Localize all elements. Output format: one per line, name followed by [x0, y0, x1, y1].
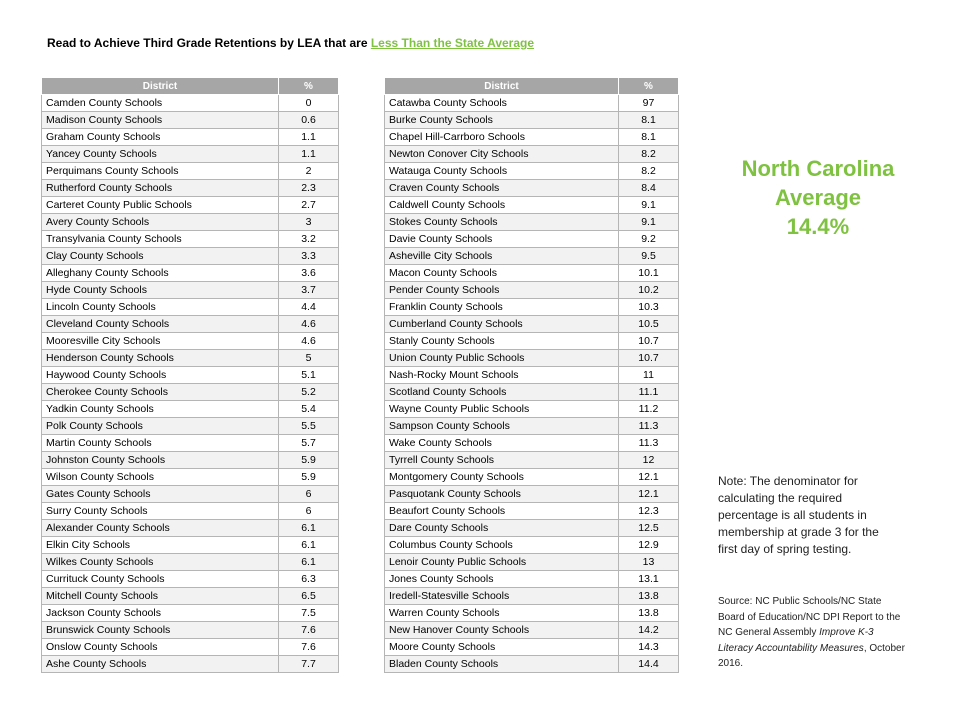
table-row — [385, 401, 679, 418]
district-name-cell: Martin County Schools — [42, 435, 279, 452]
percent-value-cell: 12.5 — [619, 520, 679, 537]
table-row — [385, 588, 679, 605]
district-name-cell: Henderson County Schools — [42, 350, 279, 367]
source-citation — [718, 594, 908, 672]
district-name-cell: Brunswick County Schools — [42, 622, 279, 639]
percent-value-cell: 3 — [279, 214, 339, 231]
district-name-cell: Union County Public Schools — [385, 350, 619, 367]
percent-value-cell: 12.9 — [619, 537, 679, 554]
district-name-cell: Franklin County Schools — [385, 299, 619, 316]
percent-value-cell: 9.2 — [619, 231, 679, 248]
district-name-cell: New Hanover County Schools — [385, 622, 619, 639]
table-row — [42, 350, 339, 367]
district-name-cell: Scotland County Schools — [385, 384, 619, 401]
table-row — [42, 418, 339, 435]
table-row — [385, 197, 679, 214]
table-row — [42, 316, 339, 333]
percent-value-cell: 10.7 — [619, 350, 679, 367]
district-name-cell: Gates County Schools — [42, 486, 279, 503]
percent-value-cell: 5.2 — [279, 384, 339, 401]
percent-column-header: % — [279, 78, 339, 95]
district-name-cell: Ashe County Schools — [42, 656, 279, 673]
district-name-cell: Lincoln County Schools — [42, 299, 279, 316]
percent-value-cell: 10.2 — [619, 282, 679, 299]
percent-value-cell: 14.4 — [619, 656, 679, 673]
percent-value-cell: 6.5 — [279, 588, 339, 605]
table-row — [42, 112, 339, 129]
percent-value-cell: 5.4 — [279, 401, 339, 418]
page-title — [47, 36, 534, 50]
percent-value-cell: 13 — [619, 554, 679, 571]
percent-value-cell: 11.3 — [619, 418, 679, 435]
district-name-cell: Polk County Schools — [42, 418, 279, 435]
table-row — [42, 231, 339, 248]
table-row — [385, 299, 679, 316]
district-table-right — [384, 77, 679, 673]
percent-value-cell: 9.1 — [619, 214, 679, 231]
table-row — [42, 452, 339, 469]
district-name-cell: Macon County Schools — [385, 265, 619, 282]
percent-value-cell: 1.1 — [279, 129, 339, 146]
district-name-cell: Carteret County Public Schools — [42, 197, 279, 214]
percent-value-cell: 8.2 — [619, 146, 679, 163]
percent-value-cell: 10.1 — [619, 265, 679, 282]
district-name-cell: Perquimans County Schools — [42, 163, 279, 180]
district-name-cell: Chapel Hill-Carrboro Schools — [385, 129, 619, 146]
district-name-cell: Pender County Schools — [385, 282, 619, 299]
district-name-cell: Wayne County Public Schools — [385, 401, 619, 418]
table-row — [385, 503, 679, 520]
table-row — [385, 316, 679, 333]
percent-value-cell: 4.6 — [279, 316, 339, 333]
district-name-cell: Elkin City Schools — [42, 537, 279, 554]
table-row — [385, 554, 679, 571]
district-name-cell: Johnston County Schools — [42, 452, 279, 469]
percent-value-cell: 13.8 — [619, 605, 679, 622]
table-row — [385, 537, 679, 554]
district-column-header: District — [42, 78, 279, 95]
district-name-cell: Sampson County Schools — [385, 418, 619, 435]
percent-value-cell: 6.1 — [279, 554, 339, 571]
table-row — [42, 333, 339, 350]
district-name-cell: Lenoir County Public Schools — [385, 554, 619, 571]
percent-value-cell: 7.6 — [279, 622, 339, 639]
district-name-cell: Wilkes County Schools — [42, 554, 279, 571]
district-name-cell: Stokes County Schools — [385, 214, 619, 231]
percent-value-cell: 0 — [279, 95, 339, 112]
percent-value-cell: 12 — [619, 452, 679, 469]
table-row — [385, 622, 679, 639]
percent-value-cell: 3.6 — [279, 265, 339, 282]
percent-value-cell: 9.1 — [619, 197, 679, 214]
district-name-cell: Haywood County Schools — [42, 367, 279, 384]
table-row — [42, 367, 339, 384]
table-row — [385, 129, 679, 146]
percent-value-cell: 2.7 — [279, 197, 339, 214]
district-name-cell: Bladen County Schools — [385, 656, 619, 673]
percent-value-cell: 12.1 — [619, 469, 679, 486]
title-highlight-link[interactable]: Less Than the State Average — [370, 36, 535, 50]
district-name-cell: Madison County Schools — [42, 112, 279, 129]
percent-value-cell: 11.2 — [619, 401, 679, 418]
district-name-cell: Mooresville City Schools — [42, 333, 279, 350]
district-name-cell: Newton Conover City Schools — [385, 146, 619, 163]
percent-value-cell: 11.3 — [619, 435, 679, 452]
state-average-line2: Average — [774, 185, 861, 210]
state-average-value: 14.4% — [786, 214, 850, 239]
source-suffix: , October 2016. — [718, 642, 905, 669]
district-table-left — [41, 77, 339, 673]
district-name-cell: Beaufort County Schools — [385, 503, 619, 520]
table-row — [42, 282, 339, 299]
table-row — [42, 197, 339, 214]
district-name-cell: Wilson County Schools — [42, 469, 279, 486]
district-name-cell: Clay County Schools — [42, 248, 279, 265]
district-name-cell: Avery County Schools — [42, 214, 279, 231]
district-name-cell: Yadkin County Schools — [42, 401, 279, 418]
percent-value-cell: 7.5 — [279, 605, 339, 622]
percent-value-cell: 7.7 — [279, 656, 339, 673]
percent-value-cell: 13.8 — [619, 588, 679, 605]
table-row — [42, 656, 339, 673]
table-row — [42, 503, 339, 520]
percent-value-cell: 9.5 — [619, 248, 679, 265]
state-average-line1: North Carolina — [741, 156, 895, 181]
district-name-cell: Pasquotank County Schools — [385, 486, 619, 503]
table-row — [42, 588, 339, 605]
table-row — [42, 180, 339, 197]
percent-value-cell: 11.1 — [619, 384, 679, 401]
table-row — [42, 435, 339, 452]
table-row — [385, 248, 679, 265]
table-row — [42, 248, 339, 265]
percent-value-cell: 10.5 — [619, 316, 679, 333]
percent-value-cell: 11 — [619, 367, 679, 384]
percent-value-cell: 5.1 — [279, 367, 339, 384]
district-name-cell: Dare County Schools — [385, 520, 619, 537]
percent-value-cell: 5.9 — [279, 469, 339, 486]
percent-value-cell: 10.7 — [619, 333, 679, 350]
district-name-cell: Stanly County Schools — [385, 333, 619, 350]
table-row — [385, 639, 679, 656]
table-row — [385, 180, 679, 197]
percent-value-cell: 8.1 — [619, 112, 679, 129]
table-row — [385, 112, 679, 129]
percent-value-cell: 5 — [279, 350, 339, 367]
table-row — [385, 469, 679, 486]
table-row — [42, 639, 339, 656]
table-row — [385, 163, 679, 180]
table-row — [42, 537, 339, 554]
district-name-cell: Cumberland County Schools — [385, 316, 619, 333]
percent-value-cell: 3.2 — [279, 231, 339, 248]
district-name-cell: Currituck County Schools — [42, 571, 279, 588]
percent-value-cell: 5.9 — [279, 452, 339, 469]
district-name-cell: Alexander County Schools — [42, 520, 279, 537]
percent-value-cell: 8.1 — [619, 129, 679, 146]
percent-value-cell: 14.2 — [619, 622, 679, 639]
district-name-cell: Transylvania County Schools — [42, 231, 279, 248]
district-name-cell: Jackson County Schools — [42, 605, 279, 622]
table-header-row — [385, 78, 679, 95]
table-row — [385, 282, 679, 299]
table-row — [42, 401, 339, 418]
district-name-cell: Tyrrell County Schools — [385, 452, 619, 469]
table-row — [385, 350, 679, 367]
district-name-cell: Warren County Schools — [385, 605, 619, 622]
percent-column-header: % — [619, 78, 679, 95]
district-name-cell: Wake County Schools — [385, 435, 619, 452]
district-name-cell: Asheville City Schools — [385, 248, 619, 265]
percent-value-cell: 5.5 — [279, 418, 339, 435]
percent-value-cell: 6 — [279, 503, 339, 520]
table-row — [42, 384, 339, 401]
source-prefix: Source: NC Public Schools/NC State Board of Education/NC DPI Report to the NC General Assembly — [718, 596, 901, 638]
title-prefix: Read to Achieve Third Grade Retentions by LEA that are — [47, 36, 371, 50]
percent-value-cell: 6 — [279, 486, 339, 503]
percent-value-cell: 7.6 — [279, 639, 339, 656]
table-row — [385, 571, 679, 588]
table-row — [385, 656, 679, 673]
percent-value-cell: 13.1 — [619, 571, 679, 588]
denominator-note: Note: The denominator for calculating the required percentage is all students in membership at grade 3 for the first day of spring testing. — [718, 474, 879, 556]
district-name-cell: Jones County Schools — [385, 571, 619, 588]
table-row — [385, 435, 679, 452]
table-row — [385, 384, 679, 401]
percent-value-cell: 8.2 — [619, 163, 679, 180]
district-name-cell: Onslow County Schools — [42, 639, 279, 656]
table-row — [42, 95, 339, 112]
district-name-cell: Davie County Schools — [385, 231, 619, 248]
table-row — [385, 265, 679, 282]
percent-value-cell: 4.6 — [279, 333, 339, 350]
district-name-cell: Moore County Schools — [385, 639, 619, 656]
percent-value-cell: 14.3 — [619, 639, 679, 656]
table-row — [42, 163, 339, 180]
district-name-cell: Yancey County Schools — [42, 146, 279, 163]
district-name-cell: Cherokee County Schools — [42, 384, 279, 401]
district-name-cell: Iredell-Statesville Schools — [385, 588, 619, 605]
table-row — [42, 129, 339, 146]
table-row — [385, 605, 679, 622]
district-name-cell: Watauga County Schools — [385, 163, 619, 180]
district-name-cell: Montgomery County Schools — [385, 469, 619, 486]
percent-value-cell: 3.3 — [279, 248, 339, 265]
district-name-cell: Graham County Schools — [42, 129, 279, 146]
table-row — [42, 146, 339, 163]
table-row — [42, 469, 339, 486]
table-row — [42, 605, 339, 622]
percent-value-cell: 4.4 — [279, 299, 339, 316]
district-name-cell: Craven County Schools — [385, 180, 619, 197]
district-name-cell: Caldwell County Schools — [385, 197, 619, 214]
table-row — [385, 367, 679, 384]
table-row — [42, 622, 339, 639]
table-row — [385, 231, 679, 248]
percent-value-cell: 2 — [279, 163, 339, 180]
percent-value-cell: 3.7 — [279, 282, 339, 299]
percent-value-cell: 5.7 — [279, 435, 339, 452]
percent-value-cell: 6.1 — [279, 537, 339, 554]
percent-value-cell: 1.1 — [279, 146, 339, 163]
table-row — [42, 265, 339, 282]
district-name-cell: Catawba County Schools — [385, 95, 619, 112]
district-name-cell: Surry County Schools — [42, 503, 279, 520]
percent-value-cell: 2.3 — [279, 180, 339, 197]
district-name-cell: Burke County Schools — [385, 112, 619, 129]
percent-value-cell: 12.1 — [619, 486, 679, 503]
percent-value-cell: 6.1 — [279, 520, 339, 537]
district-name-cell: Nash-Rocky Mount Schools — [385, 367, 619, 384]
district-name-cell: Cleveland County Schools — [42, 316, 279, 333]
table-row — [385, 520, 679, 537]
district-name-cell: Mitchell County Schools — [42, 588, 279, 605]
percent-value-cell: 12.3 — [619, 503, 679, 520]
table-row — [42, 299, 339, 316]
district-name-cell: Rutherford County Schools — [42, 180, 279, 197]
table-row — [385, 452, 679, 469]
table-row — [42, 486, 339, 503]
table-row — [385, 418, 679, 435]
district-name-cell: Camden County Schools — [42, 95, 279, 112]
state-average-callout — [718, 154, 918, 241]
table-row — [42, 554, 339, 571]
table-row — [42, 520, 339, 537]
percent-value-cell: 0.6 — [279, 112, 339, 129]
table-row — [385, 486, 679, 503]
percent-value-cell: 6.3 — [279, 571, 339, 588]
table-row — [385, 214, 679, 231]
district-name-cell: Columbus County Schools — [385, 537, 619, 554]
district-name-cell: Hyde County Schools — [42, 282, 279, 299]
district-column-header: District — [385, 78, 619, 95]
percent-value-cell: 97 — [619, 95, 679, 112]
table-row — [385, 146, 679, 163]
percent-value-cell: 8.4 — [619, 180, 679, 197]
table-header-row — [42, 78, 339, 95]
district-name-cell: Alleghany County Schools — [42, 265, 279, 282]
table-row — [385, 333, 679, 350]
table-row — [42, 571, 339, 588]
table-row — [42, 214, 339, 231]
table-row — [385, 95, 679, 112]
percent-value-cell: 10.3 — [619, 299, 679, 316]
source-report-title: Improve K-3 Literacy Accountability Measures — [718, 627, 874, 654]
